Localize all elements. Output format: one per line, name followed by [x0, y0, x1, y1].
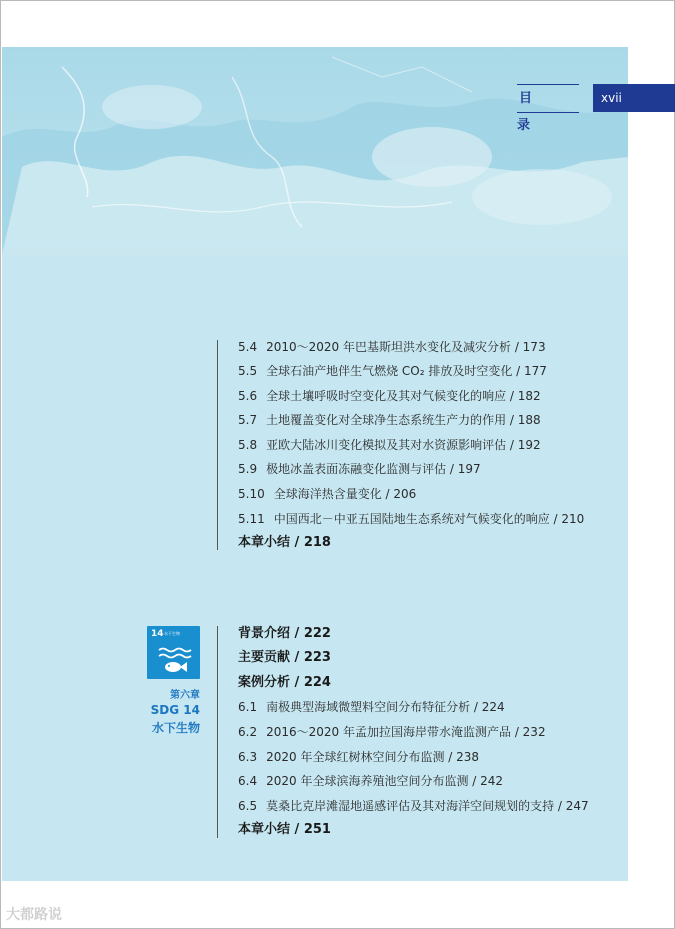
toc-item[interactable]: 6.1 南极典型海域微塑料空间分布特征分析 / 224 [238, 700, 505, 714]
chapter-subtitle: 水下生物 [151, 721, 200, 735]
toc-summary[interactable]: 本章小结 / 218 [238, 535, 331, 550]
toc-front-item[interactable]: 背景介绍 / 222 [238, 626, 331, 641]
satellite-map-image [2, 47, 628, 255]
toc-summary[interactable]: 本章小结 / 251 [238, 822, 331, 837]
toc-item[interactable]: 6.3 2020 年全球红树林空间分布监测 / 238 [238, 750, 480, 764]
chapter5-divider [217, 340, 218, 550]
sdg-icon-number: 14 [151, 629, 164, 639]
toc-front-item[interactable]: 主要贡献 / 223 [238, 650, 331, 665]
toc-item[interactable]: 5.4 2010～2020 年巴基斯坦洪水变化及减灾分析 / 173 [238, 340, 546, 354]
toc-item[interactable]: 5.11 中国西北－中亚五国陆地生态系统对气候变化的响应 / 210 [238, 512, 585, 526]
fish-water-icon [147, 626, 200, 679]
toc-item[interactable]: 5.9 极地冰盖表面冻融变化监测与评估 / 197 [238, 462, 481, 476]
sdg-icon-label: 水下生物 [164, 631, 180, 636]
toc-item[interactable]: 5.5 全球石油产地伴生气燃烧 CO₂ 排放及时空变化 / 177 [238, 364, 547, 378]
chapter6-divider [217, 626, 218, 838]
toc-item[interactable]: 6.4 2020 年全球滨海养殖池空间分布监测 / 242 [238, 774, 504, 788]
sdg-label: SDG 14 [150, 703, 200, 717]
toc-item[interactable]: 5.10 全球海洋热含量变化 / 206 [238, 487, 417, 501]
toc-item[interactable]: 6.2 2016～2020 年孟加拉国海岸带水淹监测产品 / 232 [238, 725, 546, 739]
toc-item[interactable]: 5.7 土地覆盖变化对全球净生态系统生产力的作用 / 188 [238, 413, 541, 427]
watermark-logo: 大都路说 [6, 907, 62, 923]
toc-front-item[interactable]: 案例分析 / 224 [238, 675, 331, 690]
page-number-tab: xvii [593, 84, 675, 112]
toc-item[interactable]: 6.5 莫桑比克岸滩湿地遥感评估及其对海洋空间规划的支持 / 247 [238, 799, 589, 813]
toc-item[interactable]: 5.6 全球土壤呼吸时空变化及其对气候变化的响应 / 182 [238, 389, 541, 403]
sdg-14-icon [147, 626, 200, 679]
chapter-number-label: 第六章 [170, 690, 200, 701]
toc-header-title: 目 录 [517, 84, 579, 113]
toc-item[interactable]: 5.8 亚欧大陆冰川变化模拟及其对水资源影响评估 / 192 [238, 438, 541, 452]
